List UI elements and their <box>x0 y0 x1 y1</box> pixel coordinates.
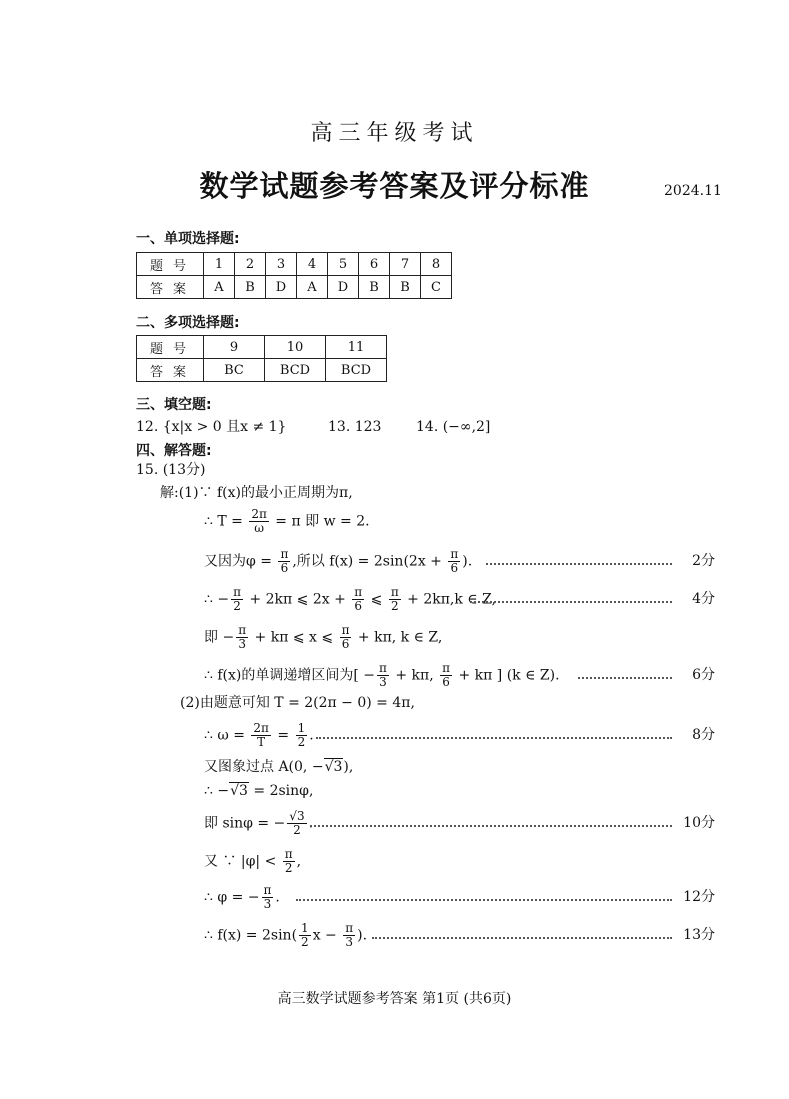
solution-line: 又因为φ = $\frac{\pi}{6}$ ,所以 f(x) = 2sin(2x + $\frac{\pi}{6}$ ). <box>204 547 473 575</box>
table-cell: C <box>421 276 452 299</box>
sqrt-symbol: √3 <box>230 783 248 799</box>
row-label: 题号 <box>137 253 204 276</box>
solution-line: ∴ φ = − $\frac{\pi}{3}$ . <box>204 883 280 911</box>
solution-line: 又 ∵ |φ| < $\frac{\pi}{2}$ , <box>204 847 302 875</box>
table-cell: A <box>297 276 328 299</box>
table-cell: 1 <box>204 253 235 276</box>
dot-leader <box>486 563 672 565</box>
dot-leader <box>372 937 672 939</box>
table-cell: D <box>266 276 297 299</box>
answer-q14: 14. (−∞,2] <box>416 419 491 435</box>
document-title: 数学试题参考答案及评分标准 <box>199 169 590 203</box>
section-heading-single-choice: 一、单项选择题: <box>136 231 240 247</box>
section-heading-fill-blank: 三、填空题: <box>136 397 212 413</box>
table-cell: B <box>390 276 421 299</box>
solution-line: ∴ f(x) = 2sin( $\frac{1}{2}$ x − $\frac{\pi}{3}$ ). <box>204 921 368 949</box>
row-label: 答案 <box>137 276 204 299</box>
table-cell: BCD <box>265 359 326 382</box>
row-label: 答案 <box>137 359 204 382</box>
document-date: 2024.11 <box>664 183 722 199</box>
row-label: 题号 <box>137 336 204 359</box>
solution-line: ∴ T = $\frac{2\pi}{\omega}$ = π 即 w = 2. <box>204 507 370 535</box>
table-cell: 8 <box>421 253 452 276</box>
table-cell: B <box>359 276 390 299</box>
table-cell: 7 <box>390 253 421 276</box>
dot-leader <box>470 601 672 603</box>
exam-title: 高三年级考试 <box>310 121 479 146</box>
table-cell: 9 <box>204 336 265 359</box>
solution-line: ∴ ω = $\frac{2\pi}{T}$ = $\frac{1}{2}$ . <box>204 721 314 749</box>
table-cell: BC <box>204 359 265 382</box>
table-cell: 5 <box>328 253 359 276</box>
table-row <box>137 276 452 299</box>
answer-q13: 13. 123 <box>328 419 382 435</box>
solution-line: ∴ − $\frac{\pi}{2}$ + 2kπ ⩽ 2x + $\frac{\pi}{6}$ ⩽ $\frac{\pi}{2}$ + 2kπ,k ∈ Z, <box>204 585 497 613</box>
solution-line: ∴ −√3 = 2sinφ, <box>204 783 314 799</box>
table-cell: 6 <box>359 253 390 276</box>
sqrt-symbol: √3 <box>324 759 343 775</box>
table-cell: 2 <box>235 253 266 276</box>
table-cell: 10 <box>265 336 326 359</box>
multi-choice-answer-table <box>136 335 387 382</box>
table-row <box>137 253 452 276</box>
section-heading-solutions: 四、解答题: <box>136 443 212 459</box>
table-row <box>137 359 387 382</box>
score-mark: 13分 <box>683 927 715 943</box>
page-footer: 高三数学试题参考答案 第1页 (共6页) <box>277 991 512 1007</box>
single-choice-answer-table <box>136 252 452 299</box>
solution-line: 解:(1)∵ f(x)的最小正周期为π, <box>160 485 353 501</box>
dot-leader <box>296 899 672 901</box>
section-heading-multi-choice: 二、多项选择题: <box>136 315 240 331</box>
score-mark: 2分 <box>692 553 715 569</box>
table-cell: 11 <box>326 336 387 359</box>
table-cell: BCD <box>326 359 387 382</box>
table-cell: B <box>235 276 266 299</box>
table-cell: 3 <box>266 253 297 276</box>
table-cell: D <box>328 276 359 299</box>
table-row <box>137 336 387 359</box>
solution-line: 又图象过点 A(0, −√3), <box>204 759 354 775</box>
score-mark: 8分 <box>692 727 715 743</box>
solution-line: 即 sinφ = − $\frac{√3}{2}$ . <box>204 809 314 837</box>
table-cell: A <box>204 276 235 299</box>
dot-leader <box>310 825 672 827</box>
score-mark: 6分 <box>692 667 715 683</box>
solution-line: (2)由题意可知 T = 2(2π − 0) = 4π, <box>180 695 415 711</box>
score-mark: 10分 <box>683 815 715 831</box>
solution-line: ∴ f(x)的单调递增区间为[ − $\frac{\pi}{3}$ + kπ, $\frac{\pi}{6}$ + kπ ] (k ∈ Z). <box>204 661 560 689</box>
answer-q12: 12. {x|x > 0 且x ≠ 1} <box>136 419 287 435</box>
question-15-label: 15. (13分) <box>136 462 206 478</box>
dot-leader <box>316 737 672 739</box>
table-cell: 4 <box>297 253 328 276</box>
solution-line: 即 − $\frac{\pi}{3}$ + kπ ⩽ x ⩽ $\frac{\pi}{6}$ + kπ, k ∈ Z, <box>204 623 443 651</box>
score-mark: 4分 <box>692 591 715 607</box>
score-mark: 12分 <box>683 889 715 905</box>
